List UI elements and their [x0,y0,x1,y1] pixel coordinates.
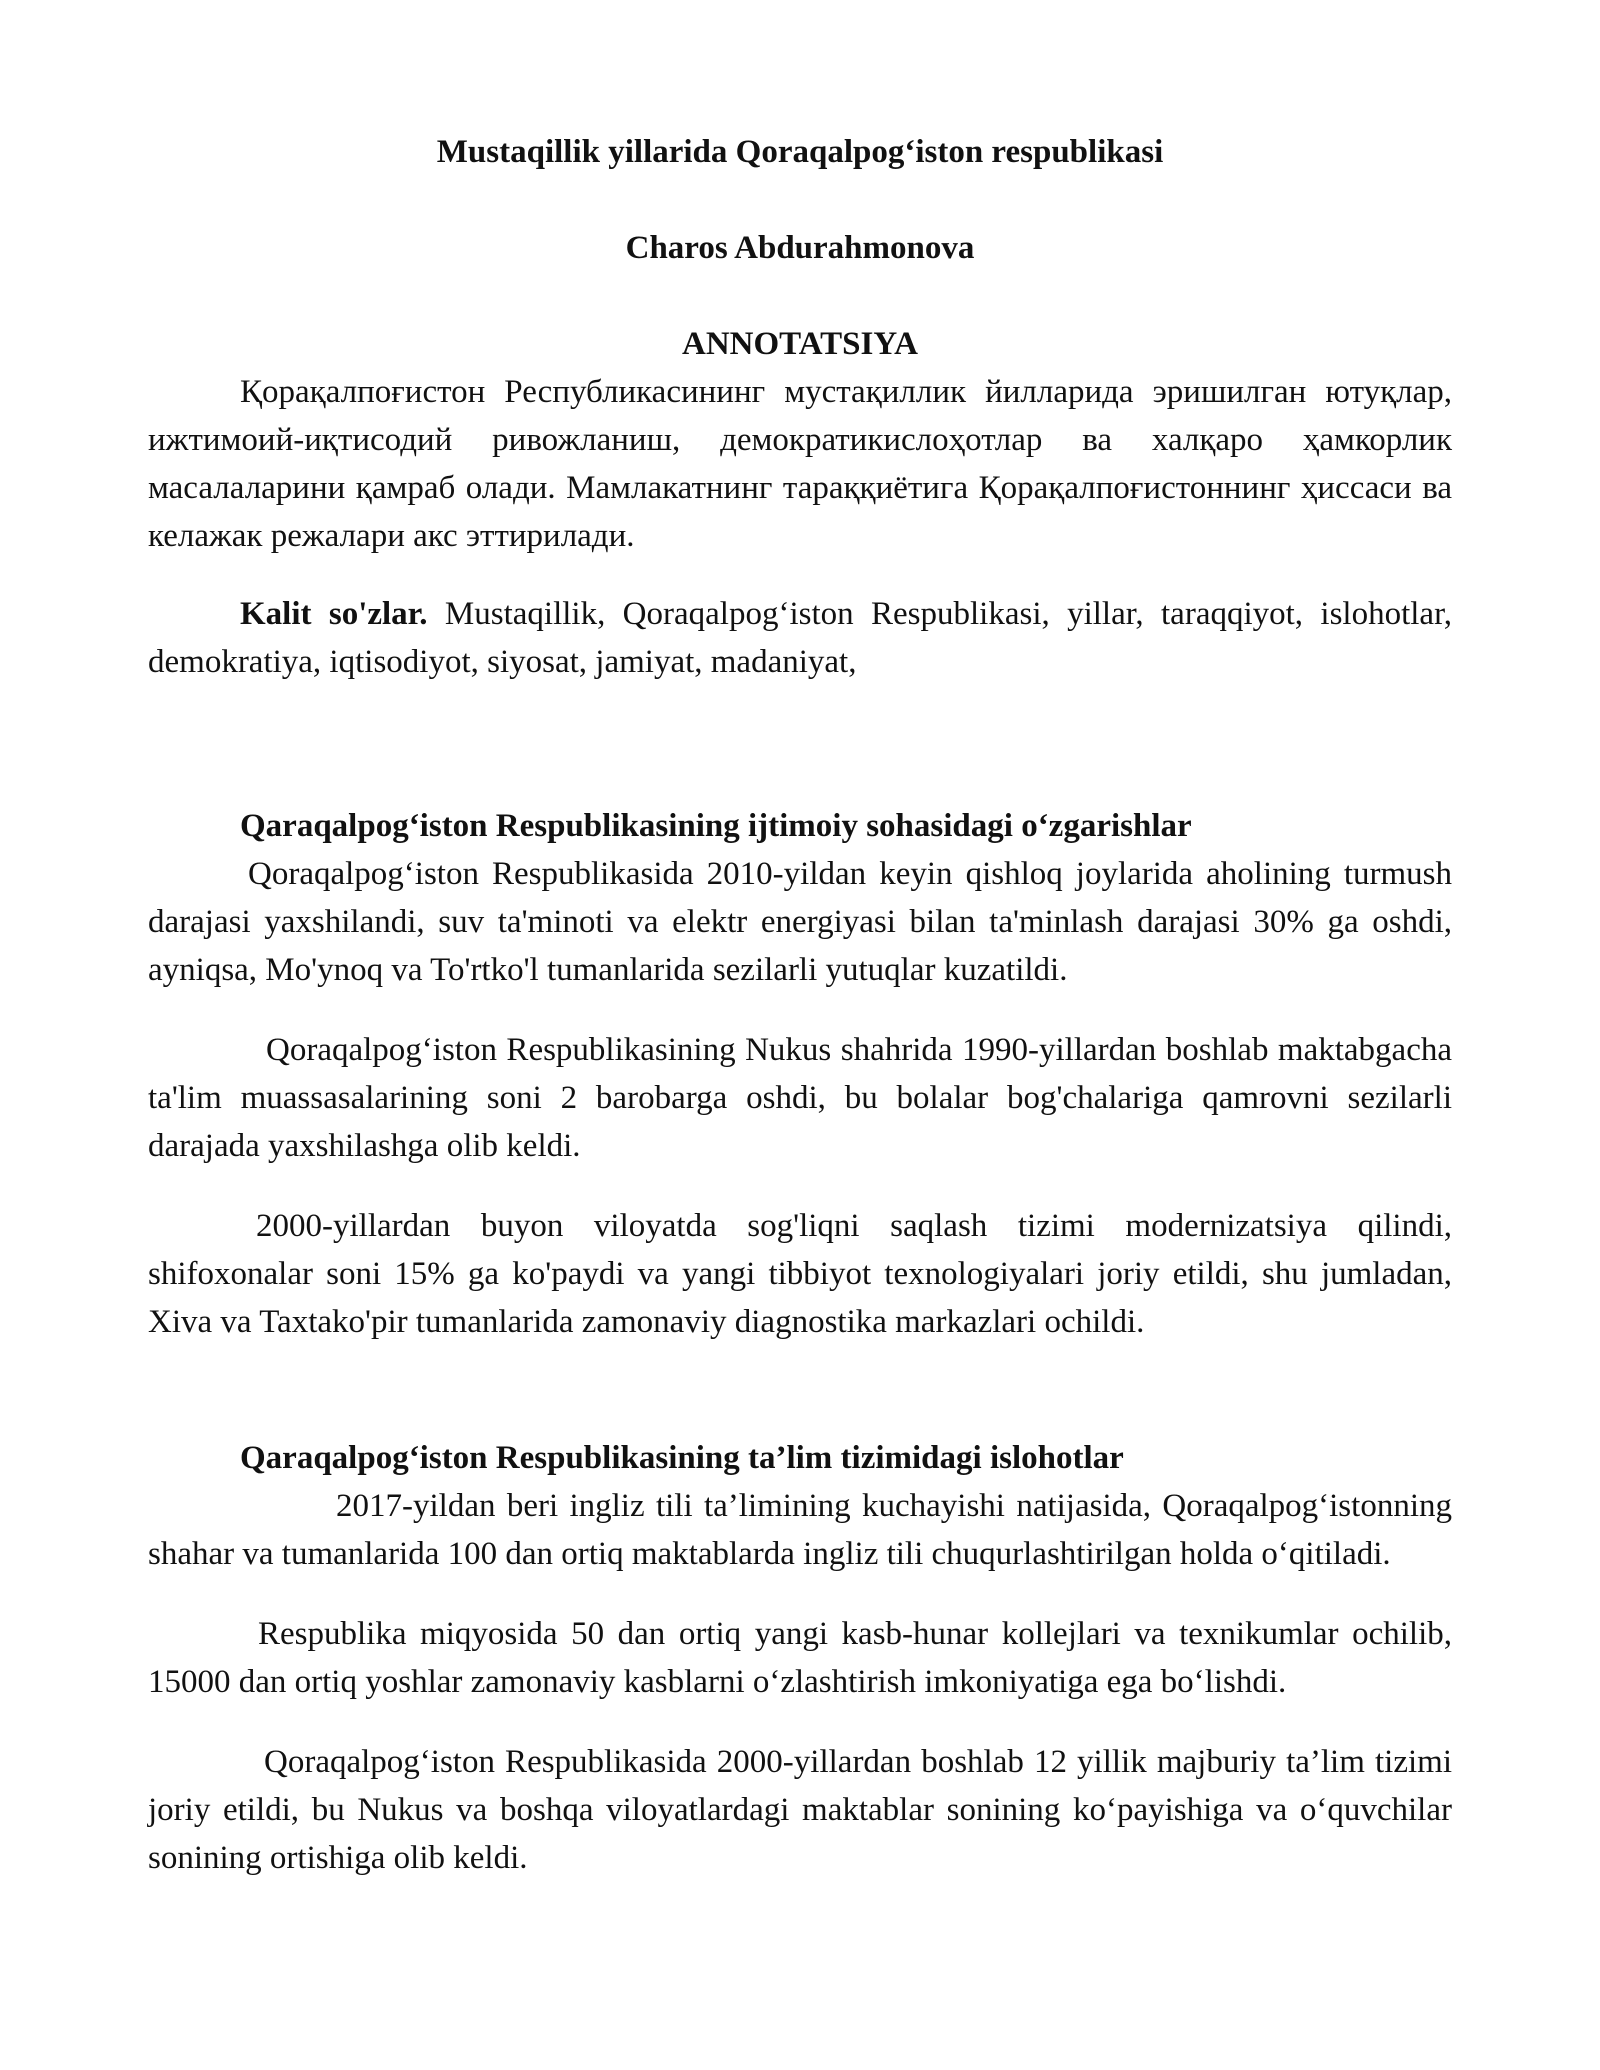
section2-paragraph: Qoraqalpog‘iston Respublikasida 2000-yillardan boshlab 12 yillik majburiy ta’lim tizimi joriy etildi, bu Nukus va boshqa viloyatlardagi maktablar sonining ko‘payishiga va o‘quvchilar sonining ortishiga olib keldi. [148,1744,1452,1876]
document-page [148,128,1452,1882]
keywords [148,590,1452,686]
section1-paragraph: Qoraqalpog‘iston Respublikasining Nukus shahrida 1990-yillardan boshlab maktabgacha ta'lim muassasalarining soni 2 barobarga oshdi, bu bolalar bog'chalariga qamrovni sezilarli darajada yaxshilashga olib keldi. [148,1032,1452,1164]
section1-paragraph: 2000-yillardan buyon viloyatda sog'liqni saqlash tizimi modernizatsiya qilindi, shifoxonalar soni 15% ga ko'paydi va yangi tibbiyot texnologiyalari joriy etildi, shu jumladan, Xiva va Taxtako'pir tumanlarida zamonaviy diagnostika markazlari ochildi. [148,1208,1452,1340]
section1-paragraph: Qoraqalpog‘iston Respublikasida 2010-yildan keyin qishloq joylarida aholining turmush darajasi yaxshilandi, suv ta'minoti va elektr energiyasi bilan ta'minlash darajasi 30% ga oshdi, ayniqsa, Mo'ynoq va To'rtko'l tumanlarida sezilarli yutuqlar kuzatildi. [148,856,1452,988]
keywords-text: Mustaqillik, Qoraqalpog‘iston Respublikasi, yillar, taraqqiyot, islohotlar, demokratiya, iqtisodiyot, siyosat, jamiyat, madaniyat, [148,596,1452,680]
keywords-label: Kalit so'zlar. [240,596,428,632]
annotation-heading: ANNOTATSIYA [682,326,918,362]
section-heading-education: Qaraqalpog‘iston Respublikasining ta’lim tizimidagi islohotlar [240,1440,1124,1476]
section2-paragraph: Respublika miqyosida 50 dan ortiq yangi kasb-hunar kollejlari va texnikumlar ochilib, 15000 dan ortiq yoshlar zamonaviy kasblarni o‘zlashtirish imkoniyatiga ega bo‘lishdi. [148,1616,1452,1700]
section2-paragraph: 2017-yildan beri ingliz tili ta’limining kuchayishi natijasida, Qoraqalpog‘istonning shahar va tumanlarida 100 dan ortiq maktablarda ingliz tili chuqurlashtirilgan holda o‘qitiladi. [148,1488,1452,1572]
annotation-text: Қорақалпоғистон Республикасининг мустақиллик йилларида эришилган ютуқлар, ижтимоий-иқтисодий ривожланиш, демократикислоҳотлар ва халқаро ҳамкорлик масалаларини қамраб олади. Мамлакатнинг тараққиётига Қорақалпоғистоннинг ҳиссаси ва келажак режалари акс эттирилади. [148,374,1452,554]
paper-title: Mustaqillik yillarida Qoraqalpog‘iston respublikasi [436,134,1164,170]
section-heading-social: Qaraqalpog‘iston Respublikasining ijtimoiy sohasidagi o‘zgarishlar [240,808,1192,844]
author-name: Charos Abdurahmonova [625,230,975,266]
